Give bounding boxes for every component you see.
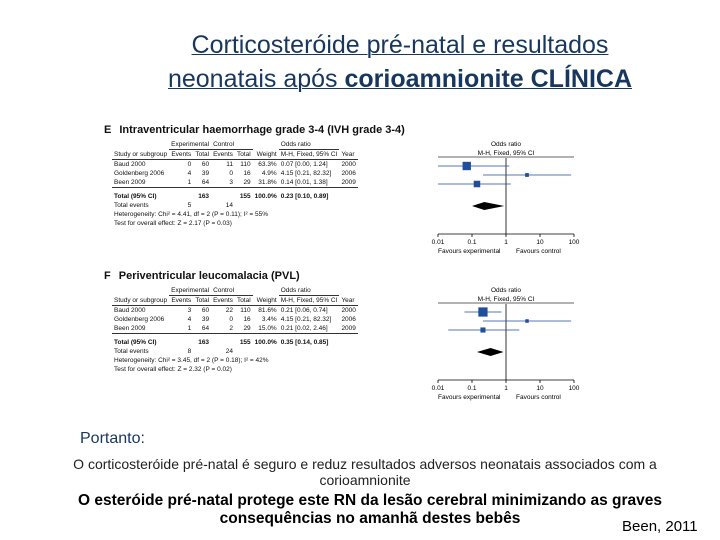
col-group-experimental: Experimental [171,141,210,148]
table-row: Baud 2000 0 60 11 110 63.3% 0.07 [0.00, 1.24] 2000 [114,161,356,168]
study-marker [525,173,529,177]
total-row: Total (95% CI) 163 155 100.0% 0.35 [0.14, 0.85] [114,339,329,346]
x-tick-label: 0.1 [467,239,477,246]
study-marker [463,162,471,170]
col-group-odds-ratio: Odds ratio [279,286,340,296]
study-marker [474,181,481,188]
col-group-experimental: Experimental [171,287,210,294]
x-tick-label: 0.01 [431,385,445,392]
panel-heading: E Intraventricular haemorrhage grade 3-4 (IVH grade 3-4) [104,124,405,136]
events-row: Total events 8 24 [114,348,233,355]
conclusion-text: O esteróide pré-natal protege este RN da lesão cerebral minimizando as graves consequências no amanhã destes bebês [77,492,663,527]
odds-ratio-header: Odds ratio [491,141,521,148]
summary-text: O corticosteróide pré-natal é seguro e reduz resultados adversos neonatais associados com a corioamnionite [73,456,657,488]
col-group-odds-ratio: Odds ratio [279,140,340,150]
odds-ratio-header: Odds ratio [491,287,521,294]
forest-plot-ivh [104,124,582,254]
favours-right-label: Favours control [516,248,561,255]
study-table: Experimental Control Odds ratio Study or subgroup Events Total Events Total Weight M-H, Fixed, 95% CI Year Baud 2000 0 60 11 110 63.3% 0.07 [0.00, 1.24] 2000 Goldenberg 2006 4 39 0 16 4.9% 4.15 [0.21, 82.32] 2006 Been 2009 1 64 3 29 31.8% 0.14 [0.01, 1.38] 2009 Total (95% CI) 163 155 100.0% 0.23 [0.10, 0.89] Total events 5 14 Heterogeneity: Chi² = 4.41, df = 2 (P = 0.11); I² = 55% Test for overall effect: Z = 2.17 (P = 0.03) [114,141,356,227]
events-row: Total events 5 14 [114,202,233,209]
favours-left-label: Favours experimental [438,394,501,401]
x-tick-label: 0.1 [467,385,477,392]
forest-plot-pvl [104,270,582,400]
table-row: Goldenberg 2006 4 39 0 16 3.4% 4.15 [0.21, 82.32] 2006 [114,316,356,323]
favours-left-label: Favours experimental [438,248,501,255]
method-header: M-H, Fixed, 95% CI [477,296,535,303]
x-tick-label: 10 [536,239,544,246]
portanto-heading: Portanto: [80,430,145,447]
forest-plot-area [430,282,582,408]
favours-right-label: Favours control [516,394,561,401]
study-marker [525,319,528,322]
title-line-1: Corticosteróide pré-natal e resultados [191,31,609,59]
study-marker [478,307,487,316]
heterogeneity-text: Heterogeneity: Chi² = 4.41, df = 2 (P = 0.11); I² = 55% [114,211,269,218]
title-line-2: neonatais após corioamnionite CLÍNICA [167,65,633,93]
overall-effect-text: Test for overall effect: Z = 2.32 (P = 0.02) [114,366,232,373]
table-row: Baud 2000 3 60 22 110 81.6% 0.21 [0.06, 0.74] 2000 [114,307,356,314]
forest-plot-area [430,136,582,262]
overall-effect-text: Test for overall effect: Z = 2.17 (P = 0.03) [114,220,232,227]
pooled-diamond [477,348,504,356]
x-tick-label: 100 [568,385,580,392]
x-tick-label: 10 [536,385,544,392]
table-row: Been 2009 1 64 2 29 15.0% 0.21 [0.02, 2.46] 2009 [114,325,356,332]
study-marker [480,327,485,332]
x-tick-label: 1 [504,239,508,246]
method-header: M-H, Fixed, 95% CI [477,150,535,157]
panel-heading: F Periventricular leucomalacia (PVL) [104,270,300,282]
citation: Been, 2011 [622,518,698,535]
x-tick-label: 100 [568,239,580,246]
col-group-control: Control [211,286,253,296]
pooled-diamond [472,202,504,210]
col-group-control: Control [211,140,253,150]
slide-title [90,28,710,96]
x-tick-label: 0.01 [431,239,445,246]
table-row: Goldenberg 2006 4 39 0 16 4.9% 4.15 [0.21, 82.32] 2006 [114,170,356,177]
study-table: Experimental Control Odds ratio Study or subgroup Events Total Events Total Weight M-H, Fixed, 95% CI Year Baud 2000 3 60 22 110 81.6% 0.21 [0.06, 0.74] 2000 Goldenberg 2006 4 39 0 16 3.4% 4.15 [0.21, 82.32] 2006 Been 2009 1 64 2 29 15.0% 0.21 [0.02, 2.46] 2009 Total (95% CI) 163 155 100.0% 0.35 [0.14, 0.85] Total events 8 24 Heterogeneity: Chi² = 3.45, df = 2 (P = 0.18); I² = 42% Test for overall effect: Z = 2.32 (P = 0.02) [114,287,356,373]
heterogeneity-text: Heterogeneity: Chi² = 3.45, df = 2 (P = 0.18); I² = 42% [114,357,269,364]
total-row: Total (95% CI) 163 155 100.0% 0.23 [0.10, 0.89] [114,193,329,200]
table-row: Been 2009 1 64 3 29 31.8% 0.14 [0.01, 1.38] 2009 [114,179,356,186]
x-tick-label: 1 [504,385,508,392]
